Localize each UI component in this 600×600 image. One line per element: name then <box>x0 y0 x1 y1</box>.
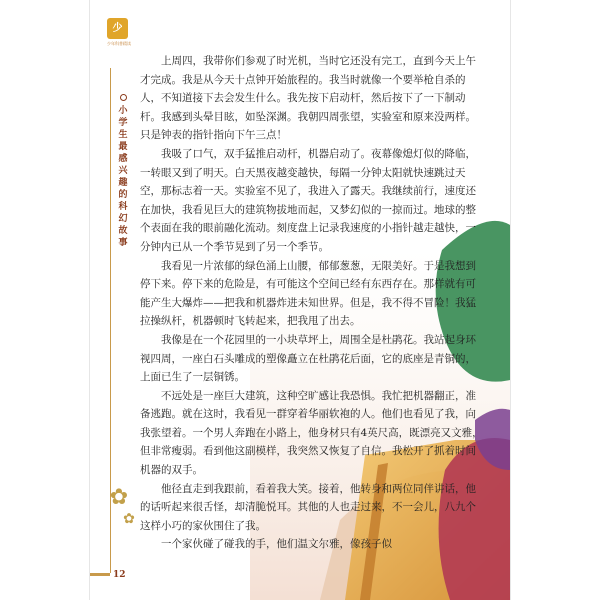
logo-subtitle: 少年科普精读 <box>107 41 131 46</box>
page-number: 12 <box>113 570 126 580</box>
flower-ornament-icon: ✿ <box>109 485 129 510</box>
paragraph: 一个家伙碰了碰我的手，他们温文尔雅，像孩子似 <box>161 538 392 551</box>
paragraph: 我看见一片浓郁的绿色涌上山腰，郁郁葱葱，无限美好。于是我想到停下来。停下来的危险是，有可能这个空间已经有东西存在。那样就有可能产生大爆炸——把我和机器炸进未知世界。但是，我不得不冒险！我猛拉操纵杆，机器顿时飞转起来，把我甩了出去。 <box>140 259 476 328</box>
flower-ornament-icon: ✿ <box>123 511 135 527</box>
paragraph: 上周四，我带你们参观了时光机，当时它还没有完工，直到今天上午才完成。我是从今天十点钟开始旅程的。我当时就像一个要举枪自杀的人，不知道接下去会发生什么。我先按下启动杆，然后按下了一下制动杆。我感到头晕目眩，如坠深渊。我朝四周张望，实验室和原来没两样。只是钟表的指针指向下午三点！ <box>140 55 476 142</box>
paragraph: 不远处是一座巨大建筑，这种空旷感让我恐惧。我忙把机器翻正，准备逃跑。就在这时，我看见一群穿着华丽软袍的人。他们也看见了我，向我张望着。一个男人奔跑在小路上，他身材只有4英尺高，既漂亮又文雅，但非常瘦弱。看到他这副模样，我突然又恢复了自信。我松开了抓着时间机器的双手。 <box>140 389 483 477</box>
book-page <box>90 0 510 600</box>
paragraph: 我吸了口气，双手猛推启动杆，机器启动了。夜幕像熄灯似的降临，一转眼又到了明天。白天黑夜越变越快，每隔一分钟太阳就快速跳过天空，那标志着一天。实验室不见了，我进入了露天。我继续前行，速度还在加快，我看见巨大的建筑物拔地而起，又梦幻似的一掠而过。地球的整个表面在我的眼前融化流动。刻度盘上记录我速度的小指针越走越快，一分钟内已从一个季节晃到了另一个季节。 <box>140 147 476 253</box>
paragraph: 我像是在一个花园里的一小块草坪上，周围全是杜鹃花。我站起身环视四周，一座白石头雕成的塑像矗立在杜鹃花后面，它的底座是青铜的，上面已生了一层铜锈。 <box>140 333 476 384</box>
story-text <box>140 52 485 554</box>
logo-glyph: 少 <box>112 23 123 34</box>
series-title-text: 小 学 生 最 感 兴 趣 的 科 幻 故 事 <box>118 106 128 248</box>
paragraph: 他径直走到我跟前，看着我大笑。接着，他转身和两位同伴讲话，他的话听起来很舌怪，却清脆悦耳。其他的人也走过来，不一会儿，八九个这样小巧的家伙围住了我。 <box>140 482 476 532</box>
